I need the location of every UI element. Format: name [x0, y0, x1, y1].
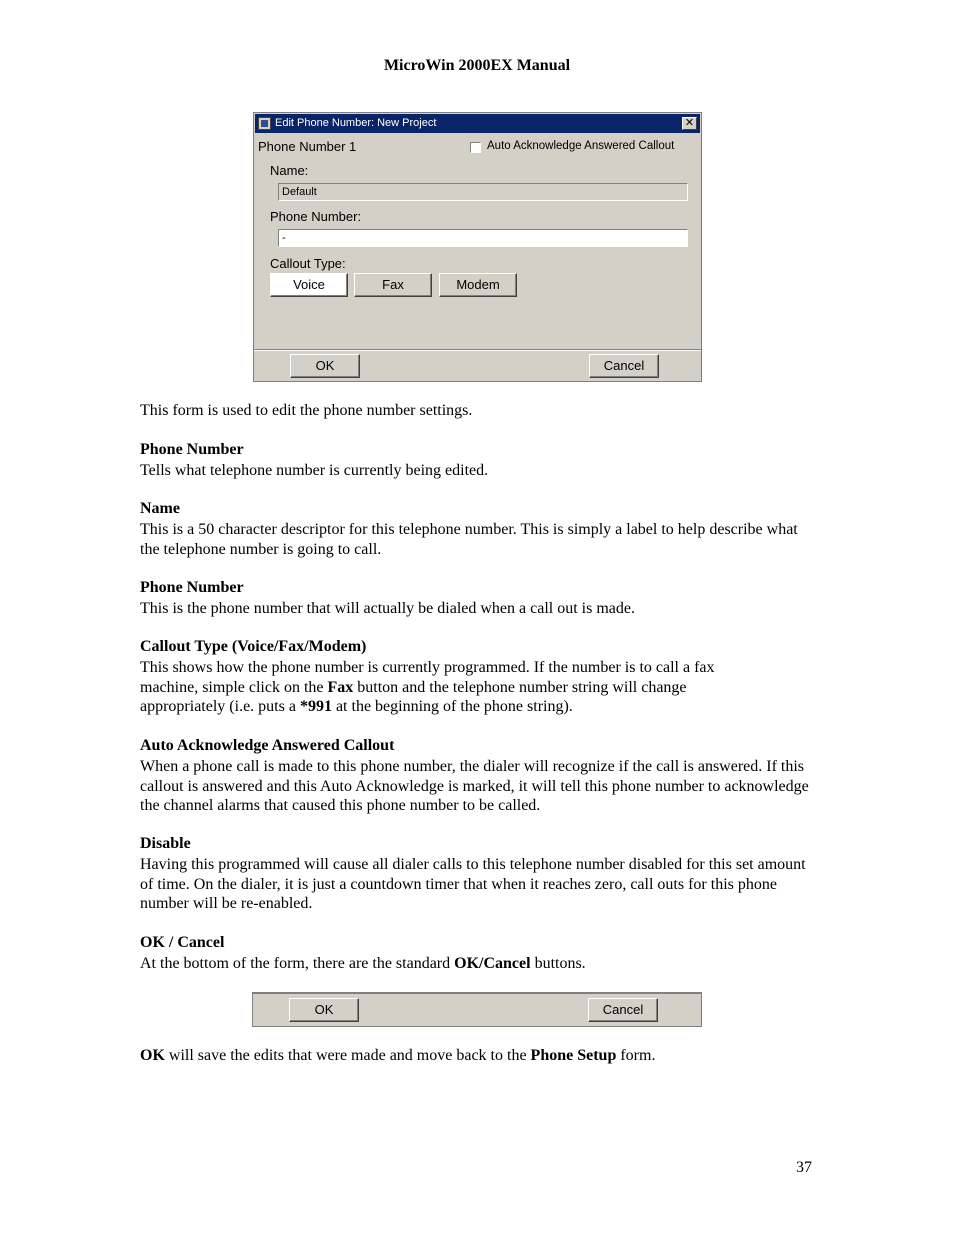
close-icon[interactable]: ✕: [682, 117, 697, 130]
dialog-titlebar: [255, 114, 700, 133]
callout-text-part3: at the beginning of the phone string).: [331, 698, 573, 716]
intro-paragraph: This form is used to edit the phone number settings.: [140, 402, 473, 419]
disable-section-text: Having this programmed will cause all dialer calls to this telephone number disabled for this set amount of time. On the dialer, it is just a countdown timer that when it reaches zero, call outs for this phone number will be re-enabled.: [140, 856, 806, 913]
dialog-separator: [254, 349, 701, 351]
ok-bold: OK: [140, 1047, 165, 1064]
ok-text-part2: form.: [616, 1047, 656, 1064]
auto-acknowledge-checkbox[interactable]: [470, 142, 481, 153]
page-number: 37: [796, 1159, 812, 1176]
callout-text-part2: button and the telephone number string will change appropriately (i.e. puts a: [140, 678, 687, 716]
disable-section-heading: Disable: [140, 835, 191, 852]
name-section-text: This is a 50 character descriptor for this telephone number. This is simply a label to help describe what the telephone number is going to call.: [140, 521, 798, 558]
phone-setup-bold: Phone Setup: [530, 1047, 617, 1064]
name-section-heading: Name: [140, 500, 180, 517]
phone-number-label: Phone Number:: [270, 209, 362, 224]
okcancel-section-text: [140, 954, 820, 974]
edit-phone-number-dialog: [253, 112, 702, 382]
okcancel-text-part2: buttons.: [530, 955, 586, 972]
modem-button[interactable]: Modem: [439, 273, 517, 297]
ok-description: [140, 1046, 820, 1066]
ok-text-part1: will save the edits that were made and move back to the: [164, 1047, 531, 1064]
callout-text-part1: This shows how the phone number is currently programmed. If the number is to call a fax machine, simple click on the: [140, 659, 715, 696]
callout-text-991: *991: [299, 698, 332, 716]
voice-button[interactable]: Voice: [270, 273, 348, 297]
okcancel-section-heading: OK / Cancel: [140, 934, 225, 951]
dialog-title: Edit Phone Number: New Project: [275, 117, 437, 129]
callout-type-section-heading: Callout Type (Voice/Fax/Modem): [140, 638, 367, 655]
cancel-button[interactable]: Cancel: [589, 354, 659, 378]
page-header: MicroWin 2000EX Manual: [383, 57, 571, 74]
fax-button[interactable]: Fax: [354, 273, 432, 297]
callout-text-fax: Fax: [327, 678, 354, 696]
phone-number-heading: Phone Number 1: [258, 139, 357, 154]
strip-cancel-button[interactable]: Cancel: [588, 998, 658, 1022]
phone-number-section-text: Tells what telephone number is currently being edited.: [140, 462, 489, 479]
phone-number-field[interactable]: -: [278, 229, 688, 247]
phone-number-section2-heading: Phone Number: [140, 579, 244, 596]
auto-acknowledge-label: Auto Acknowledge Answered Callout: [487, 140, 675, 152]
ok-cancel-strip: [252, 992, 702, 1027]
name-field[interactable]: Default: [278, 183, 688, 201]
callout-type-label: Callout Type:: [270, 256, 346, 271]
ok-button[interactable]: OK: [290, 354, 360, 378]
callout-type-section-text: [140, 658, 740, 717]
okcancel-text-bold: OK/Cancel: [454, 955, 531, 972]
app-icon: [258, 117, 271, 130]
auto-ack-section-text: When a phone call is made to this phone number, the dialer will recognize if the call is answered. If this callout is answered and this Auto Acknowledge is marked, it will tell this phone number to acknowledge the channel alarms that caused this phone number to be called.: [140, 758, 809, 815]
strip-ok-button[interactable]: OK: [289, 998, 359, 1022]
phone-number-section-heading: Phone Number: [140, 441, 244, 458]
okcancel-text-part1: At the bottom of the form, there are the standard: [140, 955, 455, 972]
phone-number-section2-text: This is the phone number that will actually be dialed when a call out is made.: [140, 600, 635, 617]
name-label: Name:: [270, 163, 309, 178]
auto-ack-section-heading: Auto Acknowledge Answered Callout: [140, 737, 395, 754]
